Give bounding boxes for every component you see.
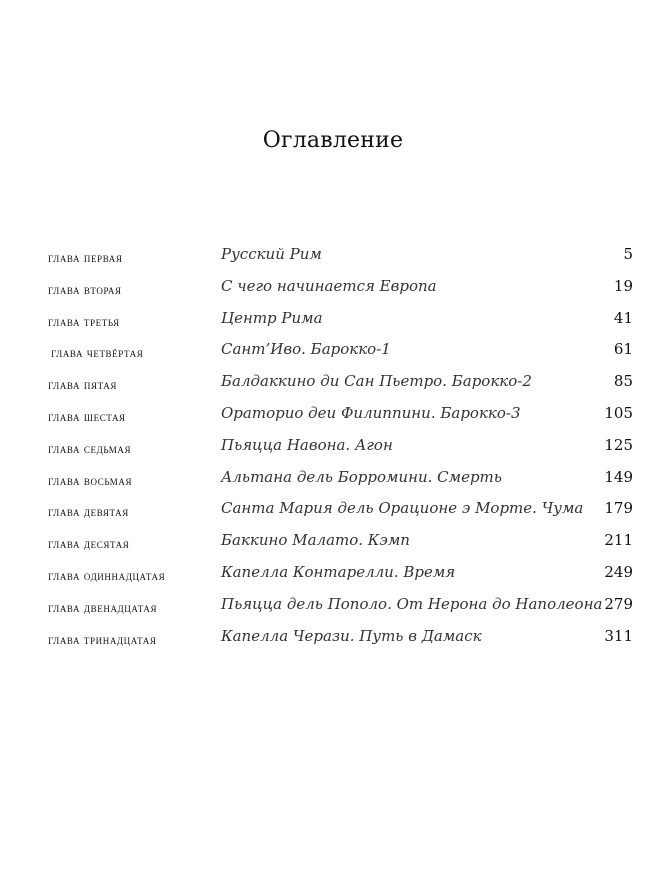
page-number: 19	[613, 276, 633, 295]
chapter-title[interactable]: Сант’Иво. Барокко-1	[221, 340, 391, 359]
toc-row-3[interactable]	[0, 304, 666, 336]
chapter-label: глава одиннадцатая	[48, 567, 166, 583]
page-number: 41	[613, 308, 633, 327]
chapter-title[interactable]: Ораторио деи Филиппини. Барокко-3	[221, 403, 521, 422]
chapter-label: глава девятая	[48, 504, 129, 520]
toc-row-13[interactable]	[0, 622, 666, 654]
page-number: 5	[623, 245, 633, 263]
page-number: 249	[604, 562, 633, 581]
toc-row-5[interactable]	[0, 367, 666, 399]
page-number: 149	[604, 467, 633, 486]
chapter-title[interactable]: Русский Рим	[221, 245, 322, 263]
chapter-title[interactable]: Капелла Черази. Путь в Дамаск	[221, 626, 482, 645]
chapter-label: глава четвёртая	[51, 345, 144, 361]
table-of-contents	[0, 240, 666, 653]
page-title: Оглавление	[262, 128, 404, 153]
toc-row-6[interactable]	[0, 399, 666, 431]
toc-row-12[interactable]	[0, 590, 666, 622]
toc-row-11[interactable]	[0, 558, 666, 590]
toc-row-7[interactable]	[0, 431, 666, 463]
chapter-title[interactable]: Центр Рима	[221, 308, 323, 327]
page-number: 105	[604, 403, 633, 422]
chapter-label: глава восьмая	[48, 472, 133, 488]
chapter-title[interactable]: С чего начинается Европа	[221, 276, 437, 295]
toc-row-1[interactable]	[0, 240, 666, 272]
page-number: 85	[613, 372, 633, 391]
toc-row-4[interactable]	[0, 335, 666, 367]
chapter-title[interactable]: Санта Мария дель Орационе э Морте. Чума	[221, 499, 584, 518]
toc-row-8[interactable]	[0, 463, 666, 495]
chapter-title[interactable]: Альтана дель Борромини. Смерть	[221, 467, 502, 486]
chapter-label: глава третья	[48, 313, 120, 329]
chapter-label: глава двенадцатая	[48, 599, 158, 615]
chapter-label: глава тринадцатая	[48, 631, 157, 647]
chapter-title[interactable]: Балдаккино ди Сан Пьетро. Барокко-2	[221, 372, 532, 391]
page-number: 125	[604, 435, 633, 454]
chapter-title[interactable]: Баккино Малато. Кэмп	[221, 531, 410, 550]
page-number: 179	[604, 499, 633, 518]
page-number: 211	[604, 531, 633, 550]
toc-row-2[interactable]	[0, 272, 666, 304]
chapter-title[interactable]: Пьяцца дель Пополо. От Нерона до Наполеона	[221, 594, 603, 613]
toc-row-10[interactable]	[0, 526, 666, 558]
chapter-label: глава десятая	[48, 536, 130, 552]
page-number: 279	[604, 594, 633, 613]
page-number: 61	[613, 340, 633, 359]
page-number: 311	[604, 626, 633, 645]
chapter-label: глава первая	[48, 250, 123, 265]
chapter-label: глава вторая	[48, 281, 122, 297]
chapter-label: глава шестая	[48, 408, 126, 424]
chapter-label: глава седьмая	[48, 440, 132, 456]
chapter-title[interactable]: Капелла Контарелли. Время	[221, 562, 456, 581]
chapter-label: глава пятая	[48, 377, 117, 393]
chapter-title[interactable]: Пьяцца Навона. Агон	[221, 435, 393, 454]
toc-row-9[interactable]	[0, 494, 666, 526]
